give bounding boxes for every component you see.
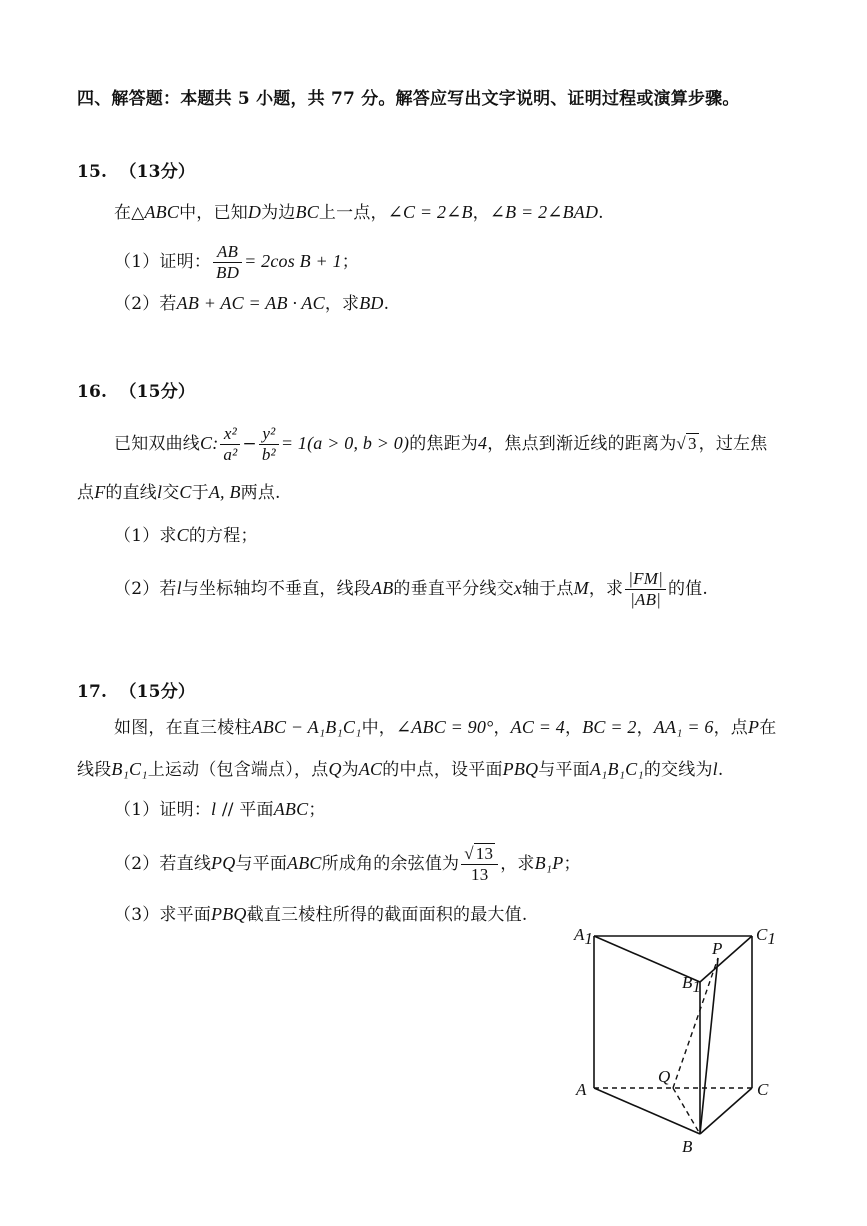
q16-stem-text: ，焦点到渐近线的距离为 — [487, 434, 677, 454]
q17-part2-b1p: B₁P — [534, 853, 564, 873]
q17-prism: ABC − A₁B₁C₁ — [251, 717, 362, 737]
q17-part1-l: l — [211, 799, 217, 819]
q15-fraction-den: BD — [216, 263, 240, 282]
q16-curve-c2: C — [179, 482, 192, 502]
q16-minus: − — [242, 434, 257, 454]
edge-bc — [700, 1088, 752, 1134]
q17-stem-text: ， — [636, 718, 654, 738]
q17-part2-pq: PQ — [211, 853, 236, 873]
q16-fraction-y-den: b² — [261, 445, 276, 464]
q16-stem-line1 — [114, 420, 767, 466]
q17-ac-mid: AC — [358, 759, 383, 779]
q16-sqrt: √ 3 — [676, 434, 697, 453]
q17-part1 — [114, 798, 326, 821]
q15-stem — [114, 201, 604, 224]
q15-fraction — [213, 242, 242, 283]
q17-part2-end: ； — [563, 854, 581, 874]
q15-part1-end: ； — [341, 252, 359, 272]
q17-point-q: Q — [328, 759, 342, 779]
q15-score: （13分） — [119, 162, 196, 182]
q16-part2-x: x — [513, 578, 523, 598]
q16-focal: 4 — [478, 433, 488, 453]
q17-part2-text: 所成角的余弦值为 — [321, 854, 460, 874]
label-b1: B1 — [682, 973, 701, 996]
q17-stem-text: 的中点，设平面 — [382, 760, 503, 780]
q15-side-bc: BC — [295, 202, 319, 222]
q17-angle: ∠ABC = 90° — [396, 717, 494, 737]
q15-stem-text: 上一点， — [318, 203, 388, 223]
q16-fraction-y — [259, 424, 279, 465]
q16-stem-text: 交 — [162, 483, 180, 503]
q16-part2-text: 的垂直平分线交 — [393, 579, 514, 599]
q16-header — [77, 381, 195, 403]
q15-part2-equation: AB + AC = AB · AC — [176, 293, 325, 313]
q16-stem-text: 已知双曲线 — [114, 434, 200, 454]
q17-plane-a1b1c1: A₁B₁C₁ — [589, 759, 644, 779]
q15-part1-rhs: = 2cos B + 1 — [244, 251, 342, 271]
q17-stem-text: 在 — [759, 718, 777, 738]
q17-stem-text: 中， — [361, 718, 397, 738]
q15-stem-text: . — [598, 203, 604, 223]
q17-part1-abc: ABC — [273, 799, 309, 819]
section-heading — [77, 88, 740, 110]
q16-curve-c: C: — [200, 433, 219, 453]
label-b: B — [682, 1137, 693, 1156]
q17-part3-text: 截直三棱柱所得的截面面积的最大值. — [246, 905, 528, 925]
q17-stem-text: 为 — [341, 760, 359, 780]
q16-fraction-fm-num: |FM| — [625, 569, 666, 590]
q17-stem-text: ，点 — [713, 718, 748, 738]
q17-line-l: l — [712, 759, 718, 779]
q17-stem-text: 与平面 — [538, 760, 590, 780]
q16-part2-text: 与坐标轴均不垂直，线段 — [181, 579, 372, 599]
q16-part2-ab: AB — [371, 578, 394, 598]
prism-figure — [560, 918, 790, 1158]
edge-b1c1 — [700, 936, 752, 982]
q16-part1-label: （1）求 — [114, 526, 177, 546]
q17-stem-text: 线段 — [77, 760, 112, 780]
q17-fraction-den: 13 — [471, 865, 489, 884]
q17-stem-text: 的交线为 — [643, 760, 713, 780]
q16-fraction-x-num: x² — [220, 424, 240, 445]
q16-equation: = 1(a > 0, b > 0) — [280, 433, 410, 453]
q17-plane-pbq: PBQ — [502, 759, 539, 779]
q15-fraction-num: AB — [213, 242, 242, 263]
q16-part2-text: ，求 — [588, 579, 624, 599]
q16-number: 16. — [77, 382, 108, 402]
q15-part2-text: ，求 — [324, 294, 360, 314]
q16-points-ab: A, B — [208, 482, 241, 502]
section-heading-text: 四、解答题：本题共 5 小题，共 77 分。解答应写出文字说明、证明过程或演算步骤。 — [77, 89, 740, 109]
q16-fraction-x-den: a² — [223, 445, 238, 464]
label-a1: A1 — [574, 925, 593, 948]
q15-angle-c: ∠C = 2∠B — [387, 202, 473, 222]
q17-point-p: P — [747, 717, 760, 737]
label-c: C — [757, 1080, 769, 1099]
q15-stem-text: 在△ — [114, 203, 145, 223]
q16-line-l: l — [157, 482, 163, 502]
q15-stem-text: 中，已知 — [179, 203, 248, 223]
q15-part1 — [114, 240, 359, 282]
q15-point-d: D — [247, 202, 262, 222]
q15-triangle: ABC — [144, 202, 180, 222]
q17-part2-abc: ABC — [287, 853, 322, 873]
q16-stem-text: 的焦距为 — [409, 434, 478, 454]
q17-part2 — [114, 838, 581, 888]
q16-fraction-fm — [625, 569, 666, 610]
q17-part1-label: （1）证明： — [114, 800, 212, 820]
segment-qb-hidden — [673, 1088, 700, 1134]
q16-part1 — [114, 524, 258, 547]
q15-stem-text: ， — [472, 203, 490, 223]
q17-ac: AC = 4 — [510, 717, 566, 737]
q16-part1-c: C — [176, 525, 189, 545]
q17-fraction-rad: 13 — [475, 844, 494, 863]
q17-stem-text: ， — [565, 718, 583, 738]
q17-stem-line2 — [77, 758, 723, 781]
q16-part1-end: 的方程； — [188, 526, 258, 546]
q17-stem-text: ， — [493, 718, 511, 738]
q17-number: 17. — [77, 682, 108, 702]
q17-part2-text: ，求 — [500, 854, 535, 874]
q15-part2-label: （2）若 — [114, 294, 177, 314]
q16-sqrt-rad: 3 — [687, 434, 697, 453]
q17-stem-line1 — [114, 716, 776, 739]
q16-part2-text: 轴于点 — [522, 579, 574, 599]
q15-number: 15. — [77, 162, 108, 182]
q15-stem-text: 为边 — [261, 203, 296, 223]
q15-angle-b: ∠B = 2∠BAD — [489, 202, 599, 222]
q16-part2-l: l — [176, 578, 182, 598]
q17-part1-end: ； — [308, 800, 326, 820]
q16-stem-text: 于 — [191, 483, 209, 503]
q17-bc: BC = 2 — [582, 717, 637, 737]
q16-score: （15分） — [119, 382, 196, 402]
q15-part2 — [114, 292, 389, 315]
q17-part3-pbq: PBQ — [211, 904, 247, 924]
edge-ab — [594, 1088, 700, 1134]
q17-fraction — [461, 844, 498, 885]
label-c1: C1 — [756, 925, 776, 948]
label-q: Q — [658, 1067, 671, 1086]
label-a: A — [576, 1080, 587, 1099]
q16-part2-end: 的值. — [667, 579, 708, 599]
q17-score: （15分） — [119, 682, 196, 702]
q17-part2-text: （2）若直线 — [114, 854, 212, 874]
q17-header — [77, 681, 195, 703]
q16-part2-text: （2）若 — [114, 579, 177, 599]
q16-part2-m: M — [573, 578, 589, 598]
label-p: P — [712, 939, 723, 958]
q17-part3-text: （3）求平面 — [114, 905, 212, 925]
q17-part2-text: 与平面 — [235, 854, 288, 874]
q17-part3 — [114, 903, 527, 926]
q17-part1-text: // 平面 — [216, 800, 274, 820]
q15-part2-end: . — [383, 294, 390, 314]
q15-header — [77, 161, 195, 183]
q16-stem-text: 点 — [77, 483, 95, 503]
q17-aa1: AA₁ = 6 — [653, 717, 714, 737]
q16-stem-text: 两点. — [240, 483, 281, 503]
q17-b1c1: B₁C₁ — [111, 759, 148, 779]
q16-fraction-fm-den: |AB| — [630, 590, 662, 609]
q17-stem-text: 如图，在直三棱柱 — [114, 718, 252, 738]
q15-part1-label: （1）证明： — [114, 252, 212, 272]
q16-fraction-y-num: y² — [259, 424, 279, 445]
q16-stem-text: 的直线 — [105, 483, 158, 503]
q16-focus-f: F — [94, 482, 106, 502]
q16-stem-text: ，过左焦 — [698, 434, 768, 454]
q17-fraction-num: √ 13 — [461, 844, 498, 865]
q15-part2-bd: BD — [359, 293, 384, 313]
q16-part2 — [114, 566, 708, 610]
q17-stem-text: 上运动（包含端点），点 — [147, 760, 329, 780]
q16-fraction-x — [220, 424, 240, 465]
q17-stem-text: . — [717, 760, 724, 780]
q16-stem-line2 — [77, 481, 281, 504]
